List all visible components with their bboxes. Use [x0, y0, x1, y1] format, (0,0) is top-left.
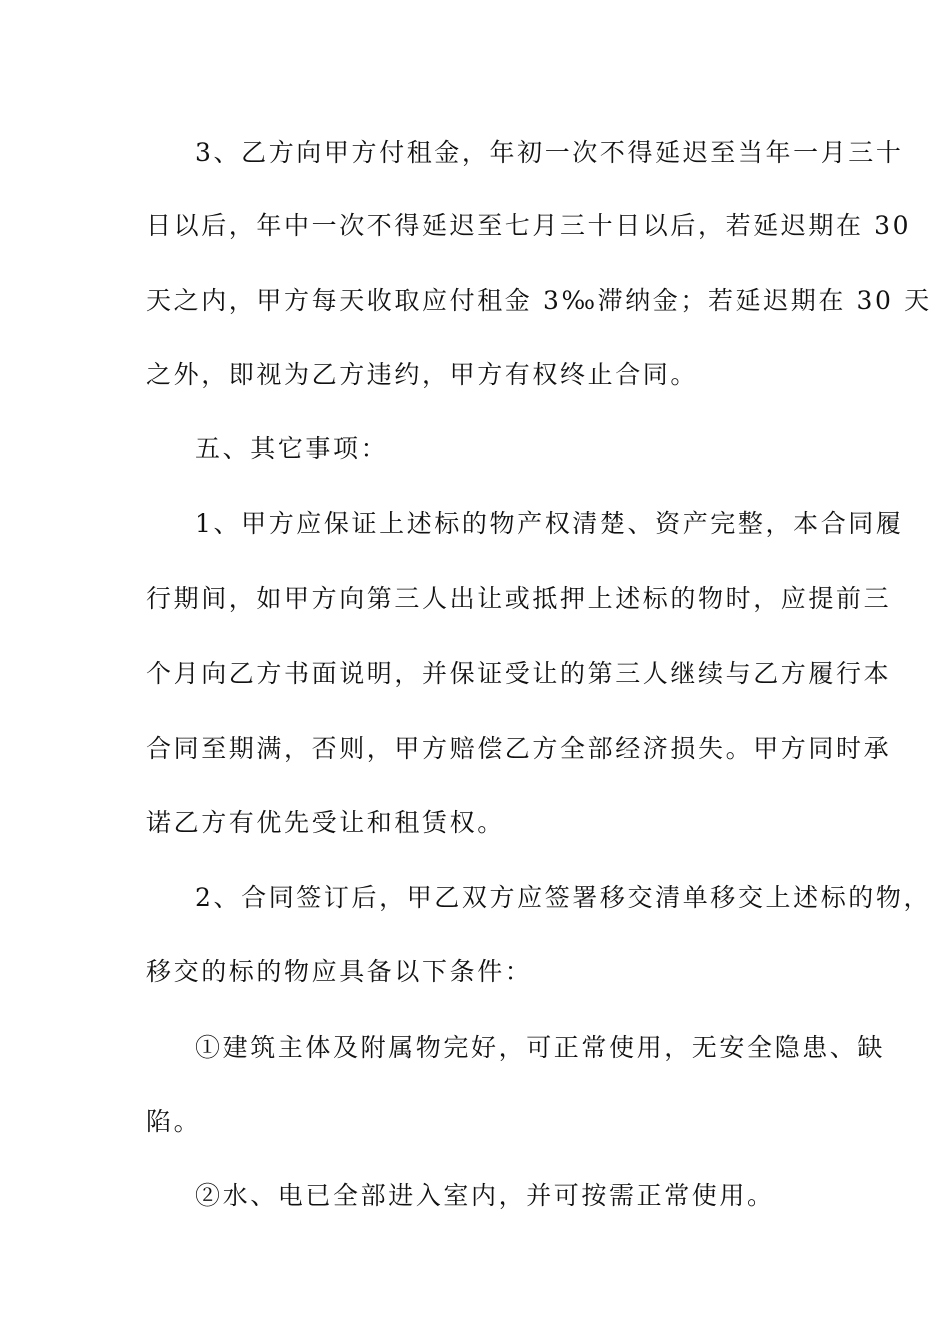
text-line: 合同至期满，否则，甲方赔偿乙方全部经济损失。甲方同时承 [146, 734, 892, 763]
text-line: 行期间，如甲方向第三人出让或抵押上述标的物时，应提前三 [146, 584, 892, 613]
text-line: 1、甲方应保证上述标的物产权清楚、资产完整，本合同履 [195, 509, 904, 538]
text-line: 诺乙方有优先受让和租赁权。 [146, 808, 505, 837]
text-line: 个月向乙方书面说明，并保证受让的第三人继续与乙方履行本 [146, 659, 892, 688]
text-line: 3、乙方向甲方付租金，年初一次不得延迟至当年一月三十 [195, 138, 904, 167]
text-line: 移交的标的物应具备以下条件： [146, 957, 533, 986]
text-line: ②水、电已全部进入室内，并可按需正常使用。 [195, 1181, 775, 1210]
text-line: 天之内，甲方每天收取应付租金 3‰滞纳金；若延迟期在 30 天 [146, 286, 932, 315]
text-line: 之外，即视为乙方违约，甲方有权终止合同。 [146, 360, 699, 389]
section-heading: 五、其它事项： [195, 434, 389, 463]
text-line: ①建筑主体及附属物完好，可正常使用，无安全隐患、缺 [195, 1033, 886, 1062]
text-line: 陷。 [146, 1107, 202, 1136]
text-line: 日以后，年中一次不得延迟至七月三十日以后，若延迟期在 30 [146, 211, 912, 240]
text-line: 2、合同签订后，甲乙双方应签署移交清单移交上述标的物， [195, 883, 932, 912]
